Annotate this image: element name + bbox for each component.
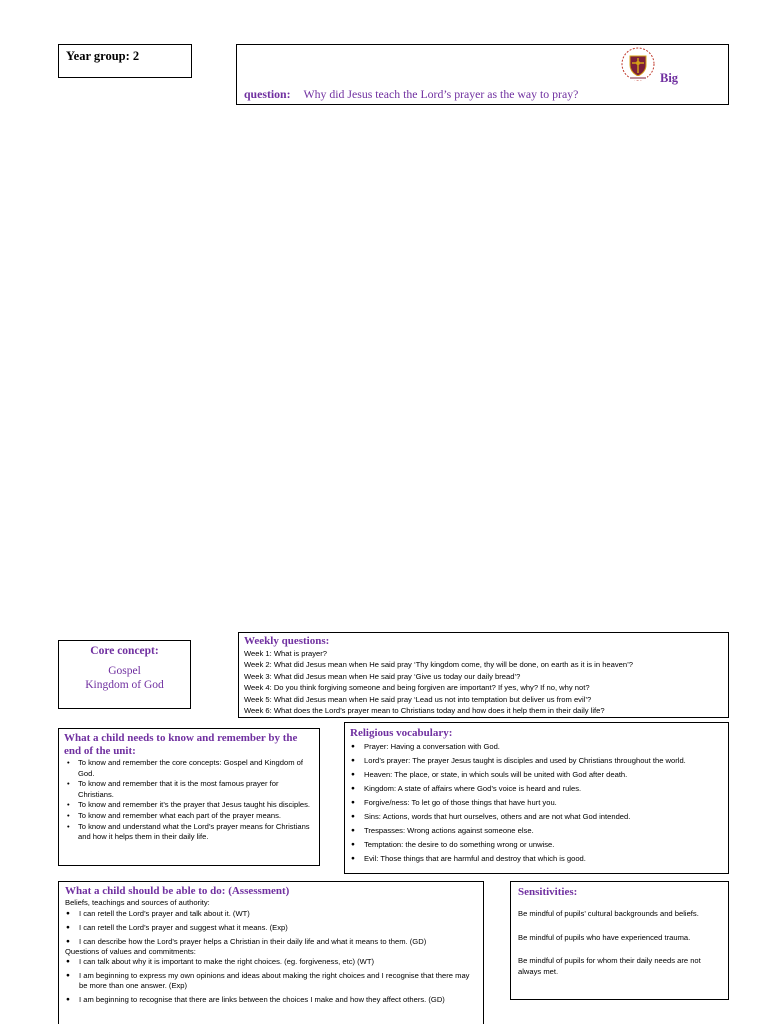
list-item: ● Temptation: the desire to do something wrong or unwise. xyxy=(350,840,723,850)
list-item: ● Lord’s prayer: The prayer Jesus taught is disciples and used by Christians throughout the world. xyxy=(350,756,723,766)
list-item: ● Evil: Those things that are harmful and destroy that which is good. xyxy=(350,854,723,864)
assessment-title: What a child should be able to do: (Assessment) xyxy=(65,885,290,897)
core-concept-item: Gospel xyxy=(108,665,141,677)
know-remember-box xyxy=(58,728,320,866)
sensitivities-title: Sensitivities: xyxy=(518,886,578,898)
assessment-subheading: Questions of values and commitments: xyxy=(65,946,196,956)
vocabulary-title: Religious vocabulary: xyxy=(350,727,453,739)
assessment-list xyxy=(65,909,477,947)
list-item: Week 1: What is prayer? xyxy=(244,649,328,658)
list-item: ● Kingdom: A state of affairs where God’s voice is heard and rules. xyxy=(350,784,723,794)
sensitivity-item: Be mindful of pupils’ cultural backgrounds and beliefs. xyxy=(518,909,699,918)
core-concept-box xyxy=(58,640,191,709)
list-item: ● Trespasses: Wrong actions against someone else. xyxy=(350,826,723,836)
list-item: ● Prayer: Having a conversation with God. xyxy=(350,742,723,752)
list-item: ● Heaven: The place, or state, in which souls will be united with God after death. xyxy=(350,770,723,780)
question-text: Why did Jesus teach the Lord’s prayer as the way to pray? xyxy=(303,87,579,101)
big-label: Big xyxy=(660,71,679,85)
weekly-questions-list xyxy=(244,648,723,716)
weekly-questions-box xyxy=(238,632,729,718)
weekly-questions-title: Weekly questions: xyxy=(244,635,330,647)
school-crest-logo xyxy=(618,47,658,83)
sensitivities-box xyxy=(510,881,729,1000)
big-question-box xyxy=(236,44,729,105)
list-item: ● I can describe how the Lord’s prayer helps a Christian in their daily life and what it means to them. (GD) xyxy=(65,937,477,947)
list-item: ● Sins: Actions, words that hurt ourselves, others and are not what God intended. xyxy=(350,812,723,822)
list-item: • To know and remember the core concepts: Gospel and Kingdom of God. xyxy=(64,758,314,779)
list-item: • To know and remember what each part of the prayer means. xyxy=(64,811,314,822)
assessment-box xyxy=(58,881,484,1024)
sensitivity-item: Be mindful of pupils for whom their daily needs are not always met. xyxy=(518,956,701,976)
list-item: Week 4: Do you think forgiving someone and being forgiven are important? If yes, why? If no, why not? xyxy=(244,683,590,693)
know-remember-title: What a child needs to know and remember by the end of the unit: xyxy=(64,732,298,757)
assessment-subheading: Beliefs, teachings and sources of authority: xyxy=(65,898,210,907)
list-item: ● Forgive/ness: To let go of those things that have hurt you. xyxy=(350,798,723,808)
list-item: ● I am beginning to recognise that there are links between the choices I make and how they affect others. (GD) xyxy=(65,995,477,1005)
list-item: Week 3: What did Jesus mean when He said pray ‘Give us today our daily bread’? xyxy=(244,671,521,681)
core-concept-title: Core concept: xyxy=(90,645,159,657)
list-item: Week 6: What does the Lord’s prayer mean to Christians today and how does it help them in their daily life? xyxy=(244,706,605,716)
vocabulary-box xyxy=(344,722,729,874)
list-item: • To know and remember that it is the most famous prayer for Christians. xyxy=(64,779,314,800)
sensitivity-item: Be mindful of pupils who have experienced trauma. xyxy=(518,932,691,942)
list-item: Week 5: What did Jesus mean when He said pray ‘Lead us not into temptation but deliver us from evil’? xyxy=(244,694,592,704)
core-concept-item: Kingdom of God xyxy=(85,679,164,691)
list-item: ● I am beginning to express my own opinions and ideas about making the right choices and I recognise that there may be more than one answer. (Exp) xyxy=(65,971,477,991)
know-remember-list xyxy=(64,758,314,843)
list-item: ● I can retell the Lord’s prayer and suggest what it means. (Exp) xyxy=(65,923,477,933)
assessment-list xyxy=(65,957,477,1005)
list-item: Week 2: What did Jesus mean when He said pray ‘Thy kingdom come, thy will be done, on earth as it is in heaven’? xyxy=(244,660,634,670)
vocabulary-list xyxy=(350,742,723,864)
list-item: ● I can talk about why it is important to make the right choices. (eg. forgiveness, etc) (WT) xyxy=(65,957,477,967)
question-label: question: xyxy=(244,87,291,101)
year-group-label: Year group: 2 xyxy=(66,49,140,63)
list-item: • To know and understand what the Lord’s prayer means for Christians and how it helps them in their daily life. xyxy=(64,822,314,843)
list-item: ● I can retell the Lord’s prayer and talk about it. (WT) xyxy=(65,909,477,919)
year-group-box xyxy=(58,44,192,78)
big-question-line xyxy=(244,87,578,102)
list-item: • To know and remember it’s the prayer that Jesus taught his disciples. xyxy=(64,800,314,811)
